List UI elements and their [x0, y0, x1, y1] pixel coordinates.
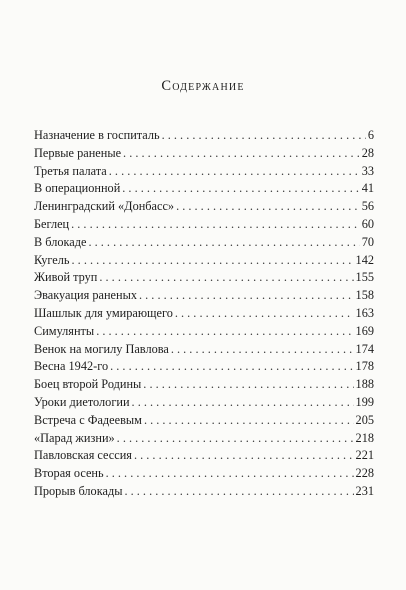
dot-leader	[132, 394, 354, 412]
toc-entry-page: 169	[355, 323, 374, 338]
toc-entry-title: Прорыв блокады	[34, 483, 123, 498]
toc-entry	[34, 323, 374, 341]
dot-leader	[124, 483, 353, 501]
toc-entry-page: 188	[355, 377, 374, 392]
toc-entry	[34, 127, 374, 145]
dot-leader	[96, 323, 353, 341]
toc-entry-title: Симулянты	[34, 323, 95, 338]
dot-leader	[71, 216, 360, 234]
toc-entry	[34, 234, 374, 252]
toc-entry-title: Уроки диетологии	[34, 394, 130, 409]
toc-entry	[34, 216, 374, 234]
toc-entry-title: Ленинградский «Донбасс»	[34, 199, 175, 214]
dot-leader	[109, 163, 360, 181]
toc-entry	[34, 430, 374, 448]
toc-entry	[34, 180, 374, 198]
toc-entry-title: В операционной	[34, 181, 121, 196]
dot-leader	[99, 269, 353, 287]
toc-entry-page: 205	[355, 412, 374, 427]
toc-entry-title: Первые раненые	[34, 145, 122, 160]
toc-entry-title: Третья палата	[34, 163, 107, 178]
toc-entry-page: 155	[355, 270, 374, 285]
toc-entry-page: 178	[355, 359, 374, 374]
toc-entry	[34, 447, 374, 465]
toc-entry	[34, 376, 374, 394]
toc-entry-title: Боец второй Родины	[34, 377, 142, 392]
toc-entry	[34, 412, 374, 430]
toc-entry-title: Весна 1942-го	[34, 359, 109, 374]
toc-entry	[34, 465, 374, 483]
toc-entry-title: Вторая осень	[34, 466, 104, 481]
dot-leader	[176, 198, 360, 216]
dot-leader	[162, 127, 366, 145]
toc-entry-page: 142	[355, 252, 374, 267]
toc-entry-title: Венок на могилу Павлова	[34, 341, 169, 356]
toc-entry-title: Кугель	[34, 252, 70, 267]
toc-entry-page: 228	[355, 466, 374, 481]
toc-entry-page: 218	[355, 430, 374, 445]
toc-entry-title: Встреча с Фадеевым	[34, 412, 142, 427]
dot-leader	[72, 252, 354, 270]
dot-leader	[122, 180, 359, 198]
dot-leader	[171, 341, 354, 359]
toc-entry	[34, 198, 374, 216]
toc-entry	[34, 394, 374, 412]
toc-entry	[34, 305, 374, 323]
dot-leader	[88, 234, 359, 252]
toc-entry-title: В блокаде	[34, 234, 87, 249]
toc-entry-title: Шашлык для умирающего	[34, 305, 173, 320]
toc-entry-page: 174	[355, 341, 374, 356]
dot-leader	[144, 412, 354, 430]
toc-entry-page: 6	[367, 128, 374, 142]
dot-leader	[106, 465, 354, 483]
toc-entry-title: Живой труп	[34, 270, 98, 285]
toc-entry	[34, 163, 374, 181]
toc-entry	[34, 358, 374, 376]
toc-entry-page: 33	[361, 163, 374, 178]
toc-entry-title: Беглец	[34, 216, 70, 231]
toc-entry-page: 41	[361, 181, 374, 196]
toc-entry	[34, 252, 374, 270]
toc-entry	[34, 287, 374, 305]
dot-leader	[139, 287, 354, 305]
toc-entry	[34, 145, 374, 163]
toc-entry-page: 56	[361, 199, 374, 214]
dot-leader	[117, 430, 354, 448]
toc-entry-title: Эвакуация раненых	[34, 288, 137, 303]
table-of-contents	[34, 127, 374, 501]
toc-entry	[34, 341, 374, 359]
toc-entry-page: 158	[355, 288, 374, 303]
toc-entry-page: 163	[355, 305, 374, 320]
contents-title: Содержание	[161, 78, 245, 94]
toc-entry	[34, 483, 374, 501]
toc-entry-page: 231	[355, 483, 374, 498]
dot-leader	[134, 447, 354, 465]
toc-entry-title: Назначение в госпиталь	[34, 128, 160, 142]
dot-leader	[175, 305, 354, 323]
toc-entry-page: 60	[361, 216, 374, 231]
dot-leader	[143, 376, 353, 394]
toc-entry-page: 28	[361, 145, 374, 160]
dot-leader	[110, 358, 353, 376]
toc-entry-page: 199	[355, 394, 374, 409]
dot-leader	[123, 145, 360, 163]
toc-entry	[34, 269, 374, 287]
toc-entry-title: Павловская сессия	[34, 448, 132, 463]
toc-entry-page: 70	[361, 234, 374, 249]
toc-entry-page: 221	[355, 448, 374, 463]
toc-entry-title: «Парад жизни»	[34, 430, 115, 445]
